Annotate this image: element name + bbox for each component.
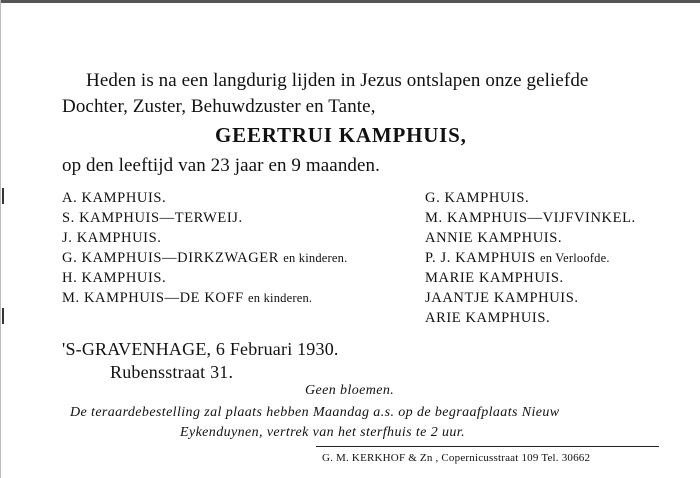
divider xyxy=(316,446,659,447)
family-member: G. KAMPHUIS—DIRKZWAGER en kinderen. xyxy=(62,250,348,266)
top-border xyxy=(0,0,700,3)
address: Rubensstraat 31. xyxy=(110,362,234,382)
family-member: P. J. KAMPHUIS en Verloofde. xyxy=(425,250,610,266)
intro-line-1: Heden is na een langdurig lijden in Jezus ontslapen onze geliefde xyxy=(86,70,589,91)
age-line: op den leeftijd van 23 jaar en 9 maanden. xyxy=(62,155,381,176)
family-member: JAANTJE KAMPHUIS. xyxy=(425,290,579,306)
edge-mark xyxy=(2,188,4,204)
no-flowers-note: Geen bloemen. xyxy=(305,383,395,398)
funeral-line-1: De teraardebestelling zal plaats hebben Maandag a.s. op de begraafplaats Nieuw xyxy=(70,405,560,420)
family-member: H. KAMPHUIS. xyxy=(62,270,167,286)
family-member: M. KAMPHUIS—VIJFVINKEL. xyxy=(425,210,636,226)
family-member: ARIE KAMPHUIS. xyxy=(425,310,551,326)
family-member: ANNIE KAMPHUIS. xyxy=(425,230,563,246)
left-border xyxy=(0,0,1,478)
family-member: MARIE KAMPHUIS. xyxy=(425,270,564,286)
family-member: M. KAMPHUIS—DE KOFF en kinderen. xyxy=(62,290,313,306)
family-member: G. KAMPHUIS. xyxy=(425,190,530,206)
intro-line-2: Dochter, Zuster, Behuwdzuster en Tante, xyxy=(62,96,376,117)
deceased-name: GEERTRUI KAMPHUIS, xyxy=(215,123,467,147)
place-date: 'S-GRAVENHAGE, 6 Februari 1930. xyxy=(62,339,339,359)
family-member: S. KAMPHUIS—TERWEIJ. xyxy=(62,210,243,226)
family-member: J. KAMPHUIS. xyxy=(62,230,162,246)
edge-mark xyxy=(2,308,4,324)
funeral-line-2: Eykenduynen, vertrek van het sterfhuis te 2 uur. xyxy=(180,425,465,440)
family-member: A. KAMPHUIS. xyxy=(62,190,167,206)
printer-imprint: G. M. KERKHOF & Zn , Copernicusstraat 109 Tel. 30662 xyxy=(322,452,591,464)
